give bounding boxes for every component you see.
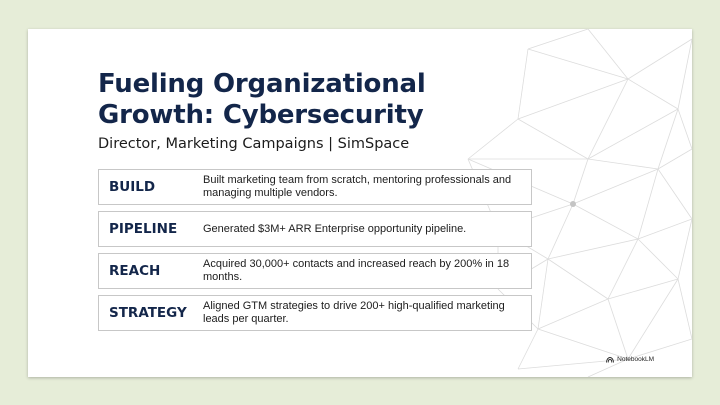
highlights-list (98, 169, 532, 337)
highlight-text: Aligned GTM strategies to drive 200+ high-qualified marketing leads per quarter. (203, 300, 505, 325)
slide-title-line-2: Growth: Cybersecurity (98, 100, 424, 130)
slide-title (98, 69, 426, 131)
highlight-row-reach (98, 253, 532, 289)
watermark-label: NotebookLM (617, 356, 654, 363)
presentation-slide (28, 29, 692, 377)
highlight-text: Generated $3M+ ARR Enterprise opportunity pipeline. (203, 222, 467, 235)
highlight-label: PIPELINE (109, 221, 178, 237)
highlight-row-pipeline (98, 211, 532, 247)
slide-title-line-1: Fueling Organizational (98, 69, 426, 99)
highlight-row-build (98, 169, 532, 205)
highlight-text: Built marketing team from scratch, mentoring professionals and managing multiple vendors. (203, 174, 512, 199)
highlight-label: REACH (109, 263, 161, 279)
highlight-row-strategy (98, 295, 532, 331)
slide-subtitle: Director, Marketing Campaigns | SimSpace (98, 136, 410, 152)
highlight-label: BUILD (109, 179, 156, 195)
notebooklm-watermark (606, 356, 654, 363)
notebooklm-logo-icon (606, 357, 614, 363)
network-node (570, 201, 576, 207)
highlight-text: Acquired 30,000+ contacts and increased reach by 200% in 18 months. (203, 258, 510, 283)
highlight-label: STRATEGY (109, 305, 187, 321)
